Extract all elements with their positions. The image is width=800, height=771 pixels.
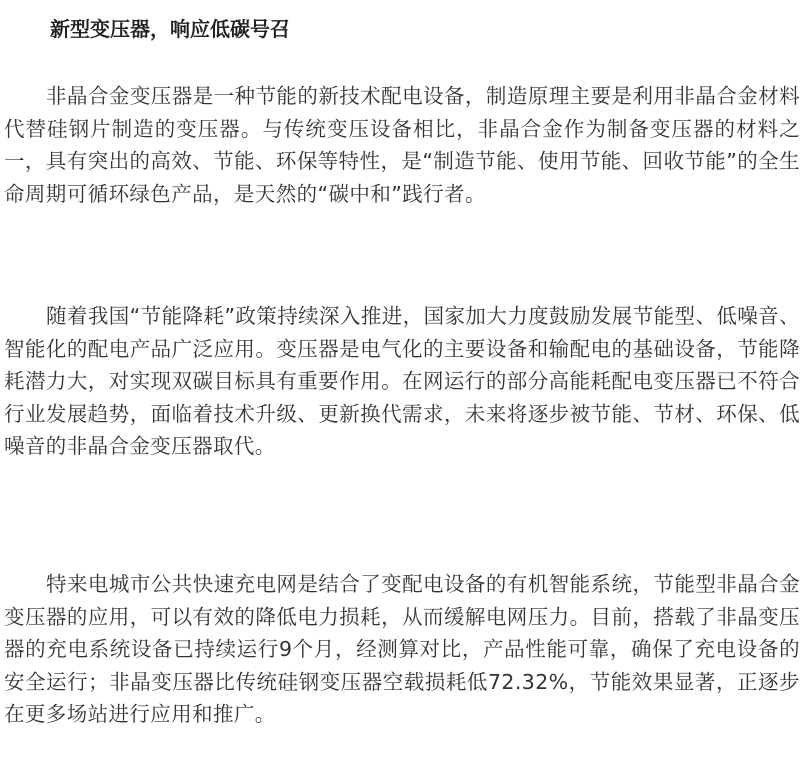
paragraph-text: 非晶合金变压器是一种节能的新技术配电设备，制造原理主要是利用非晶合金材料代替硅钢片制造的变压器。与传统变压设备相比，非晶合金作为制备变压器的材料之一，具有突出的高效、节能、环保等特性，是“制造节能、使用节能、回收节能”的全生命周期可循环绿色产品，是天然的“碳中和”践行者。 bbox=[4, 84, 800, 206]
paragraph-text: 特来电城市公共快速充电网是结合了变配电设备的有机智能系统，节能型非晶合金变压器的应用，可以有效的降低电力损耗，从而缓解电网压力。目前，搭载了非晶变压器的充电系统设备已持续运行9个月，经测算对比，产品性能可靠，确保了充电设备的安全运行；非晶变压器比传统硅钢变压器空载损耗低72.32%，节能效果显著，正逐步在更多场站进行应用和推广。 bbox=[4, 572, 800, 727]
paragraph bbox=[4, 568, 800, 731]
article-heading: 新型变压器，响应低碳号召 bbox=[50, 17, 290, 41]
paragraph bbox=[4, 300, 800, 463]
paragraph-text: 随着我国“节能降耗”政策持续深入推进，国家加大力度鼓励发展节能型、低噪音、智能化的配电产品广泛应用。变压器是电气化的主要设备和输配电的基础设备，节能降耗潜力大，对实现双碳目标具有重要作用。在网运行的部分高能耗配电变压器已不符合行业发展趋势，面临着技术升级、更新换代需求，未来将逐步被节能、节材、环保、低噪音的非晶合金变压器取代。 bbox=[4, 304, 800, 459]
paragraph bbox=[4, 80, 800, 210]
